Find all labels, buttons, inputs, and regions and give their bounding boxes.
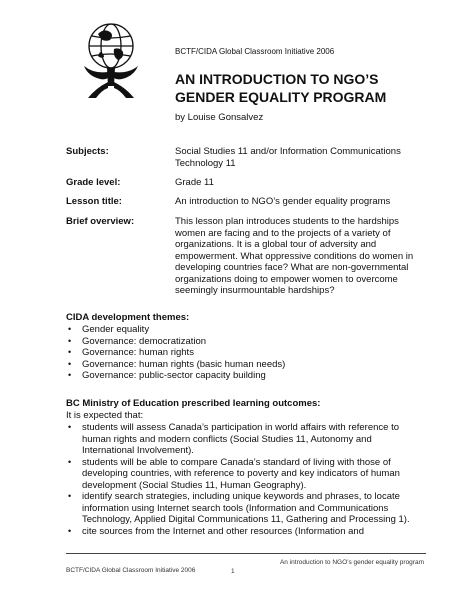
- document-title: [175, 70, 425, 106]
- grade-level-value: Grade 11: [175, 177, 214, 188]
- list-item: • students will assess Canada’s participation in world affairs with reference to human rights and modern conflicts (Social Studies 11, Autonomy and International Involvement).: [68, 422, 400, 456]
- page-number: 1: [231, 568, 235, 575]
- bullet-icon: •: [68, 525, 72, 536]
- bullet-icon: •: [68, 335, 72, 346]
- bullet-icon: •: [68, 324, 72, 334]
- brief-overview-value: This lesson plan introduces students to the hardships women are facing and to the projects of a variety of organizations. It is a global tour of adversity and empowerment. What oppressive conditions do women in developing countries face? What are non-governmental organizations doing to empower women to overcome seemingly insurmountable hardships?: [175, 216, 414, 296]
- bullet-icon: •: [68, 422, 72, 432]
- subjects-value: Social Studies 11 and/or Information Communications Technology 11: [175, 146, 401, 169]
- footer-document-title: An introduction to NGO’s gender equality program: [279, 559, 424, 566]
- author-byline: by Louise Gonsalvez: [175, 112, 264, 123]
- grade-level-label: Grade level:: [66, 177, 121, 188]
- organization-line: BCTF/CIDA Global Classroom Initiative 2006: [175, 47, 335, 56]
- bullet-icon: •: [68, 491, 72, 501]
- list-item: • Governance: public-sector capacity building: [68, 370, 266, 381]
- brief-overview-label: Brief overview:: [66, 216, 135, 227]
- list-item: • cite sources from the Internet and other resources (Information and: [68, 525, 364, 537]
- bc-outcomes-heading: BC Ministry of Education prescribed learning outcomes:: [66, 398, 321, 409]
- footer-divider: [66, 553, 426, 554]
- bullet-icon: •: [68, 370, 72, 380]
- lesson-title-value: An introduction to NGO’s gender equality programs: [175, 196, 391, 207]
- list-item: • Governance: human rights: [68, 347, 194, 358]
- globe-hands-logo: [70, 16, 152, 104]
- list-item: • Governance: democratization: [68, 335, 207, 347]
- bullet-icon: •: [68, 347, 72, 357]
- cida-themes-list: [66, 324, 406, 382]
- bc-outcomes-intro: It is expected that:: [66, 410, 144, 421]
- title-line-1: AN INTRODUCTION TO NGO’S: [175, 71, 379, 87]
- title-line-2: GENDER EQUALITY PROGRAM: [175, 89, 387, 105]
- cida-themes-heading: CIDA development themes:: [66, 312, 190, 323]
- footer-organization: BCTF/CIDA Global Classroom Initiative 2006: [66, 567, 196, 574]
- list-item: • Governance: human rights (basic human needs): [68, 358, 286, 370]
- list-item: • students will be able to compare Canada’s standard of living with those of developing countries, with reference to poverty and key indicators of human development (Social Studies 11, Human Geography).: [68, 456, 400, 491]
- list-item: • Gender equality: [68, 324, 150, 335]
- list-item: • identify search strategies, including unique keywords and phrases, to locate information using Internet search tools (Information and Communications Technology, Applied Digital Communications 11, Gathering and Processing 1).: [68, 491, 410, 525]
- lesson-title-label: Lesson title:: [66, 196, 122, 207]
- bc-outcomes-list: [66, 422, 414, 537]
- bullet-icon: •: [68, 358, 72, 369]
- subjects-label: Subjects:: [66, 146, 109, 157]
- bullet-icon: •: [68, 456, 72, 467]
